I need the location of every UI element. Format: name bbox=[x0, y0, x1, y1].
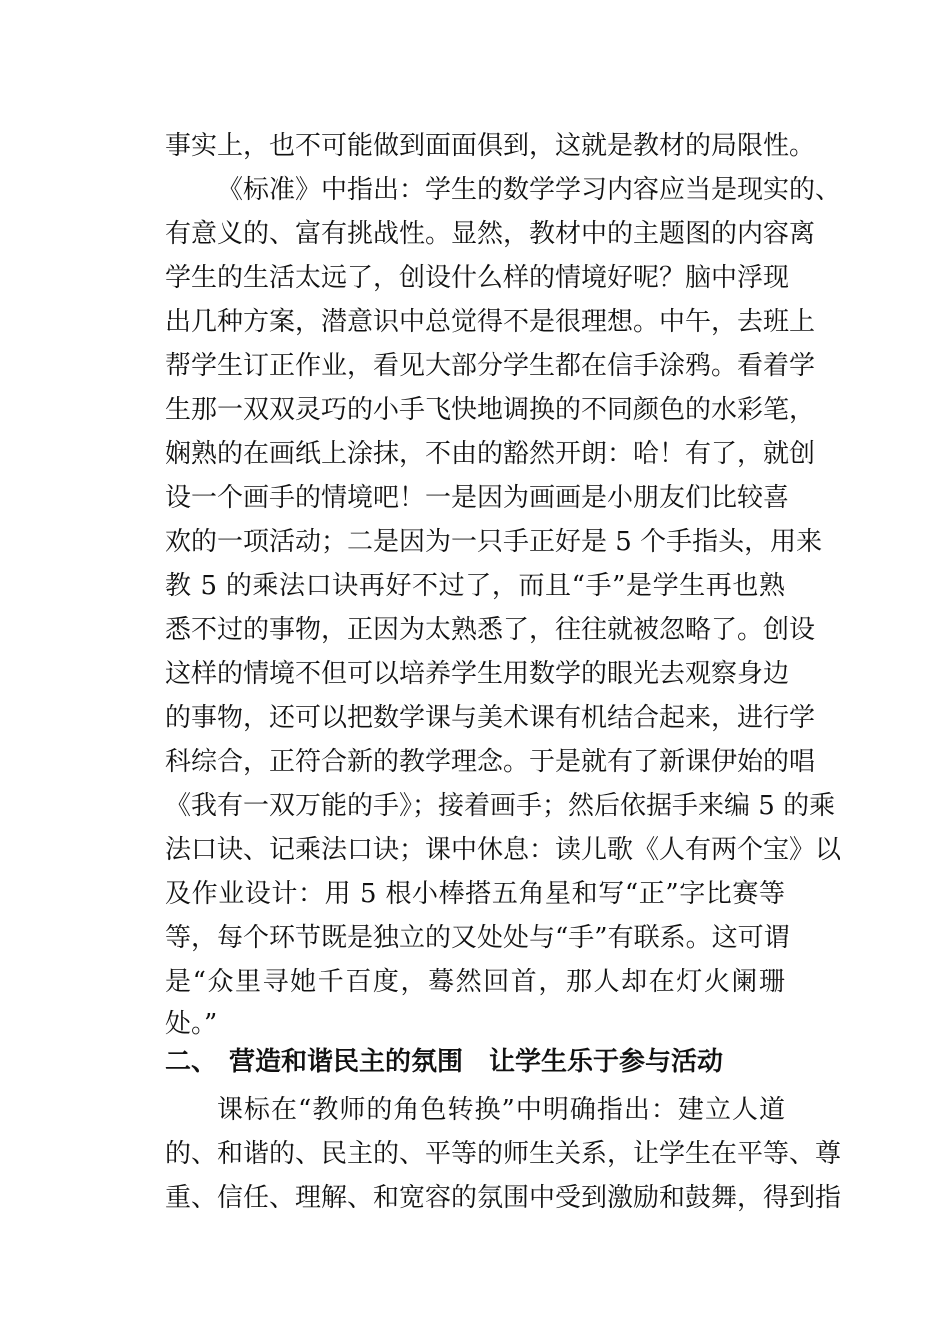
paragraph-line: 欢的一项活动；二是因为一只手正好是 5 个手指头，用来 bbox=[165, 527, 823, 557]
paragraph-line: 处。” bbox=[165, 1009, 218, 1039]
paragraph-line: 的、和谐的、民主的、平等的师生关系，让学生在平等、尊 bbox=[165, 1139, 842, 1169]
paragraph-line: 帮学生订正作业，看见大部分学生都在信手涂鸦。看着学 bbox=[165, 351, 816, 381]
paragraph-line: 生那一双双灵巧的小手飞快地调换的不同颜色的水彩笔， bbox=[165, 395, 816, 425]
paragraph-line: 《我有一双万能的手》；接着画手；然后依据手来编 5 的乘 bbox=[165, 791, 836, 821]
paragraph-line: 《标准》中指出：学生的数学学习内容应当是现实的、 bbox=[217, 175, 842, 205]
paragraph-line: 学生的生活太远了，创设什么样的情境好呢？脑中浮现 bbox=[165, 263, 790, 293]
paragraph-line: 出几种方案，潜意识中总觉得不是很理想。中午，去班上 bbox=[165, 307, 816, 337]
paragraph-line: 设一个画手的情境吧！一是因为画画是小朋友们比较喜 bbox=[165, 483, 790, 513]
paragraph-line: 悉不过的事物，正因为太熟悉了，往往就被忽略了。创设 bbox=[165, 615, 816, 645]
section-heading bbox=[165, 1042, 723, 1082]
paragraph-line: 是“众里寻她千百度，蓦然回首，那人却在灯火阑珊 bbox=[165, 967, 785, 997]
paragraph-line: 及作业设计：用 5 根小棒搭五角星和写“正”字比赛等 bbox=[165, 879, 785, 909]
paragraph-line: 等，每个环节既是独立的又处处与“手”有联系。这可谓 bbox=[165, 923, 790, 953]
paragraph-line: 重、信任、理解、和宽容的氛围中受到激励和鼓舞，得到指 bbox=[165, 1183, 842, 1213]
section-number: 二、 bbox=[165, 1047, 218, 1077]
paragraph-line: 教 5 的乘法口诀再好不过了，而且“手”是学生再也熟 bbox=[165, 571, 785, 601]
paragraph-line: 法口诀、记乘法口诀；课中休息：读儿歌《人有两个宝》以 bbox=[165, 835, 842, 865]
paragraph-line: 课标在“教师的角色转换”中明确指出：建立人道 bbox=[217, 1095, 785, 1125]
paragraph-line: 娴熟的在画纸上涂抹，不由的豁然开朗：哈！有了，就创 bbox=[165, 439, 816, 469]
paragraph-line: 科综合，正符合新的教学理念。于是就有了新课伊始的唱 bbox=[165, 747, 816, 777]
paragraph-line: 事实上，也不可能做到面面俱到，这就是教材的局限性。 bbox=[165, 131, 816, 161]
paragraph-line: 的事物，还可以把数学课与美术课有机结合起来，进行学 bbox=[165, 703, 816, 733]
section-title: 营造和谐民主的氛围 让学生乐于参与活动 bbox=[229, 1047, 724, 1077]
paragraph-line: 这样的情境不但可以培养学生用数学的眼光去观察身边 bbox=[165, 659, 790, 689]
paragraph-line: 有意义的、富有挑战性。显然，教材中的主题图的内容离 bbox=[165, 219, 816, 249]
